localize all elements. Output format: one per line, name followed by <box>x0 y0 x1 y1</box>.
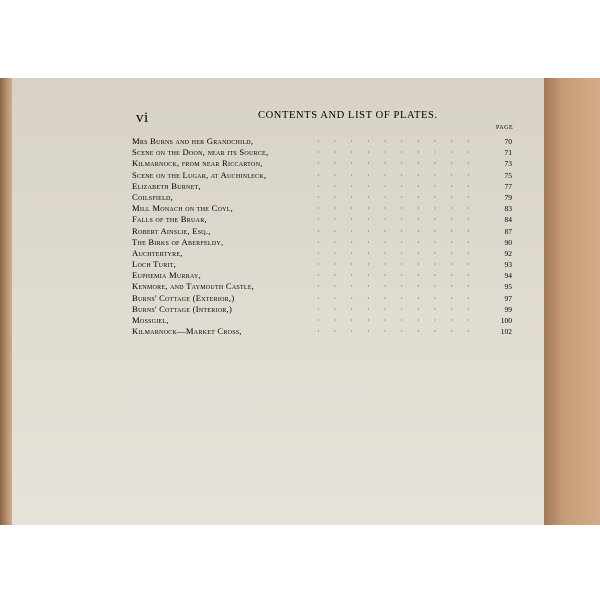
plate-title: Burns' Cottage (Interior,) <box>132 303 233 314</box>
plate-entry <box>132 293 512 304</box>
dot-leader: ·········· <box>317 304 484 314</box>
plate-entry <box>132 237 512 248</box>
plate-entry <box>132 170 512 181</box>
dot-leader: ·········· <box>317 137 484 146</box>
plates-list <box>132 136 512 337</box>
running-head: CONTENTS AND LIST OF PLATES. <box>258 110 438 121</box>
plate-page-number: 75 <box>504 170 512 180</box>
plate-title: The Birks of Aberfeldy, <box>132 236 224 247</box>
plate-title: Mossgiel, <box>132 315 169 325</box>
dot-leader: ·········· <box>317 260 484 270</box>
dot-leader: ·········· <box>317 271 484 281</box>
plate-entry <box>132 214 512 225</box>
plate-title: Robert Ainslie, Esq., <box>132 225 211 236</box>
dot-leader: ·········· <box>317 159 484 169</box>
dot-leader: ·········· <box>317 192 484 202</box>
plate-title: Mrs Burns and her Grandchild, <box>132 136 254 146</box>
plate-entry <box>132 248 512 259</box>
plate-title: Kenmore, and Taymouth Castle, <box>132 281 255 292</box>
plate-title: Mill Monach on the Coyl, <box>132 203 234 214</box>
dot-leader: ·········· <box>317 282 484 292</box>
dot-leader: ·········· <box>317 170 484 180</box>
dot-leader: ·········· <box>317 181 484 191</box>
dot-leader: ·········· <box>317 204 484 214</box>
plate-page-number: 97 <box>504 293 512 303</box>
plate-page-number: 90 <box>504 237 512 247</box>
plate-page-number: 102 <box>500 327 512 337</box>
plate-entry <box>132 315 512 326</box>
plate-entry <box>132 259 512 270</box>
plate-title: Loch Turit, <box>132 259 177 270</box>
plate-page-number: 71 <box>504 148 512 158</box>
dot-leader: ·········· <box>317 215 484 225</box>
plate-page-number: 95 <box>504 282 512 292</box>
plate-title: Kilmarnock—Market Cross, <box>132 326 242 337</box>
dot-leader: ·········· <box>317 316 484 325</box>
plate-entry <box>132 304 512 315</box>
plate-title: Coilsfield, <box>132 191 173 202</box>
plate-entry <box>132 181 512 192</box>
plate-title: Kilmarnock, from near Riccarton, <box>132 158 263 169</box>
plate-entry <box>132 226 512 237</box>
plate-page-number: 100 <box>500 316 512 325</box>
page-number: vi <box>136 110 149 126</box>
plate-entry <box>132 192 512 203</box>
plate-entry <box>132 147 512 158</box>
plate-page-number: 70 <box>504 137 512 146</box>
dot-leader: ·········· <box>317 148 484 158</box>
dot-leader: ·········· <box>317 248 484 258</box>
plate-page-number: 93 <box>504 260 512 270</box>
plate-title: Elizabeth Burnet, <box>132 180 201 191</box>
book-right-edge <box>544 78 600 525</box>
dot-leader: ·········· <box>317 327 484 337</box>
plate-page-number: 84 <box>504 215 512 225</box>
plate-entry <box>132 326 512 337</box>
plate-page-number: 83 <box>504 204 512 214</box>
plate-entry <box>132 136 512 147</box>
plate-title: Auchtertyre, <box>132 247 183 258</box>
plate-entry <box>132 203 512 214</box>
plate-title: Scene on the Doon, near its Source, <box>132 147 269 158</box>
dot-leader: ·········· <box>317 293 484 303</box>
page-column-label: PAGE <box>496 125 514 131</box>
plate-page-number: 99 <box>504 304 512 314</box>
plate-page-number: 73 <box>504 159 512 169</box>
plate-entry <box>132 270 512 281</box>
dot-leader: ·········· <box>317 226 484 236</box>
dot-leader: ·········· <box>317 237 484 247</box>
plate-entry <box>132 281 512 292</box>
plate-page-number: 87 <box>504 226 512 236</box>
plate-page-number: 94 <box>504 271 512 281</box>
plate-page-number: 77 <box>504 181 512 191</box>
plate-page-number: 92 <box>504 248 512 258</box>
plate-title: Scene on the Lugar, at Auchinleck, <box>132 169 267 180</box>
plate-entry <box>132 158 512 169</box>
plate-title: Falls of the Bruar, <box>132 214 207 225</box>
plate-page-number: 79 <box>504 192 512 202</box>
plate-title: Burns' Cottage (Exterior,) <box>132 292 235 303</box>
book-left-edge <box>0 78 12 525</box>
plate-title: Euphemia Murray, <box>132 270 201 281</box>
